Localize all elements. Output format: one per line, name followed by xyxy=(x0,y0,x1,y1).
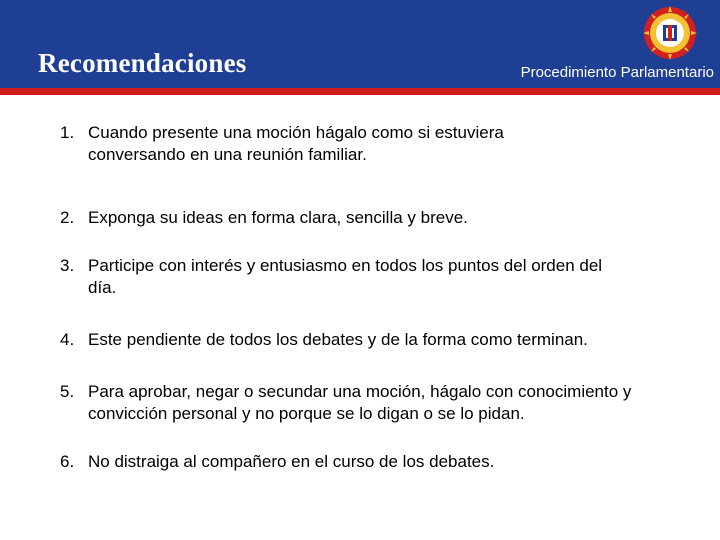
recommendation-text: Cuando presente una moción hágalo como si estuviera conversando en una reunión familiar. xyxy=(88,123,504,164)
recommendation-text: Para aprobar, negar o secundar una moción, hágalo con conocimiento y convicción personal y no porque se lo digan o se lo pidan. xyxy=(88,382,632,423)
recommendation-text: Participe con interés y entusiasmo en todos los puntos del orden del día. xyxy=(88,256,603,297)
parliament-seal-icon xyxy=(643,6,697,60)
page-title: Recomendaciones xyxy=(38,48,247,78)
recommendation-item xyxy=(60,255,660,299)
recommendation-number: 4. xyxy=(60,330,75,349)
header-divider xyxy=(0,88,720,95)
recommendation-number: 6. xyxy=(60,452,75,471)
recommendation-number: 1. xyxy=(60,123,75,142)
recommendation-number: 3. xyxy=(60,256,75,275)
recommendation-item xyxy=(60,381,660,425)
page-subtitle: Procedimiento Parlamentario xyxy=(520,64,714,81)
recommendation-item xyxy=(60,451,660,473)
recommendation-item xyxy=(60,122,660,166)
recommendation-text: No distraiga al compañero en el curso de los debates. xyxy=(88,452,495,471)
recommendation-list xyxy=(60,122,660,473)
recommendation-text: Este pendiente de todos los debates y de la forma como terminan. xyxy=(88,330,588,349)
recommendation-text: Exponga su ideas en forma clara, sencilla y breve. xyxy=(88,208,468,227)
recommendation-item xyxy=(60,207,660,229)
recommendation-number: 2. xyxy=(60,208,75,227)
recommendation-item xyxy=(60,329,660,351)
recommendation-number: 5. xyxy=(60,382,75,401)
